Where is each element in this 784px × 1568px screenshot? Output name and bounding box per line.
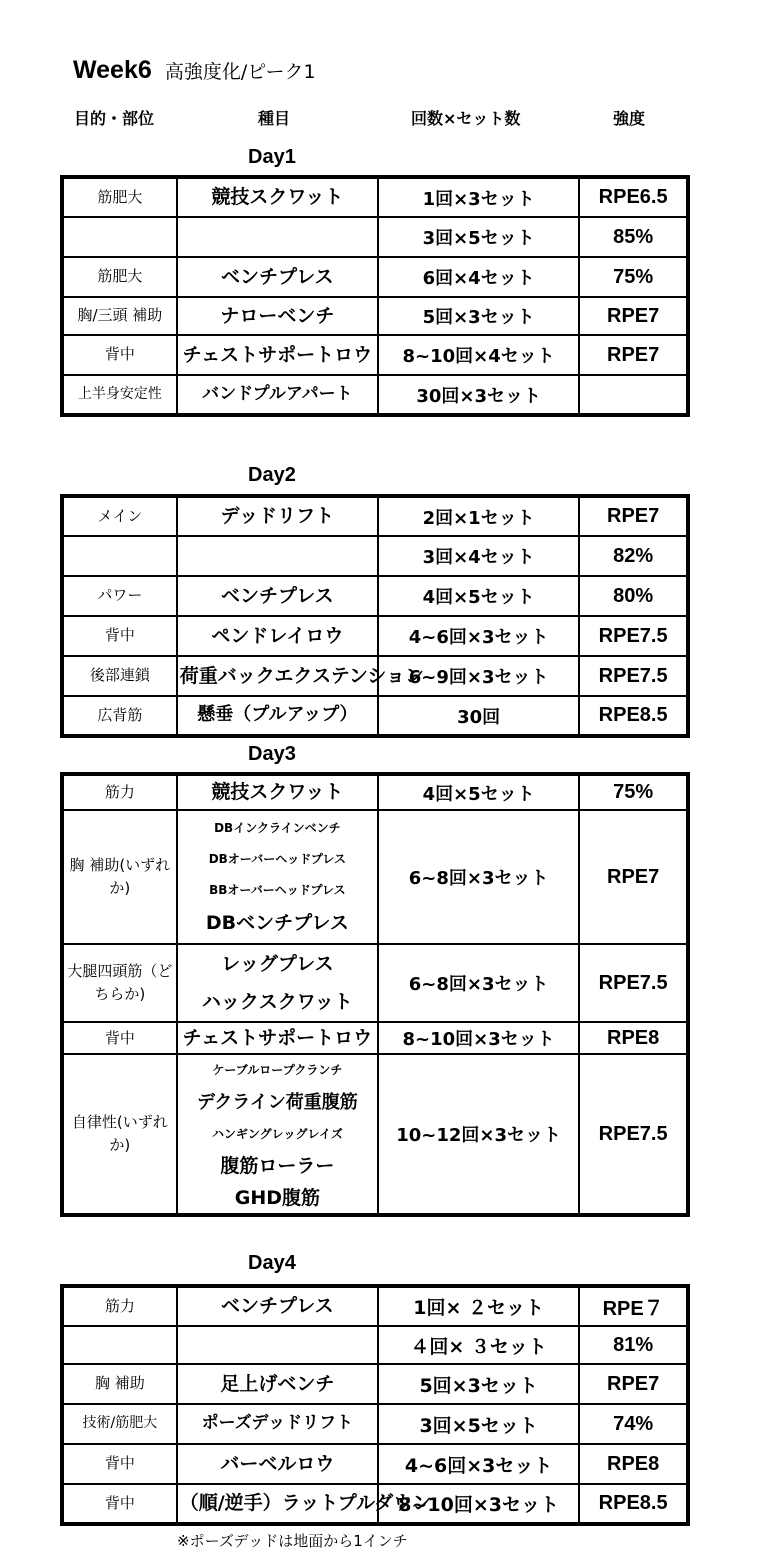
target-cell: 背中 bbox=[62, 1022, 177, 1054]
target-cell bbox=[62, 217, 177, 257]
exercise-option: ハックスクワット bbox=[201, 991, 353, 1013]
intensity-cell: RPE6.5 bbox=[579, 177, 688, 217]
target-cell: 筋力 bbox=[62, 1286, 177, 1326]
intensity-cell: RPE7 bbox=[579, 496, 688, 536]
exercise-cell: ナローベンチ bbox=[177, 297, 378, 335]
week-subtitle: 高強度化/ピーク1 bbox=[164, 61, 316, 83]
exercise-cell: 懸垂（プルアップ） bbox=[177, 696, 378, 736]
intensity-cell: RPE7 bbox=[579, 1364, 688, 1404]
exercise-cell: チェストサポートロウ bbox=[177, 1022, 378, 1054]
reps-cell: 3回×4セット bbox=[378, 536, 579, 576]
intensity-cell: 75% bbox=[579, 774, 688, 810]
exercise-cell: 競技スクワット bbox=[177, 774, 378, 810]
table-row bbox=[62, 1022, 688, 1054]
target-cell: 大腿四頭筋（どちらか) bbox=[62, 944, 177, 1022]
table-row bbox=[62, 616, 688, 656]
reps-cell: 1回× ２セット bbox=[378, 1286, 579, 1326]
page-title bbox=[73, 56, 316, 85]
reps-cell: 4~6回×3セット bbox=[378, 1444, 579, 1484]
target-cell: メイン bbox=[62, 496, 177, 536]
reps-cell: 30回×3セット bbox=[378, 375, 579, 415]
exercise-cell: バーベルロウ bbox=[177, 1444, 378, 1484]
exercise-cell bbox=[177, 944, 378, 1022]
exercise-cell bbox=[177, 217, 378, 257]
intensity-cell: 81% bbox=[579, 1326, 688, 1364]
intensity-cell: RPE7 bbox=[579, 335, 688, 375]
day3-label: Day3 bbox=[248, 743, 296, 765]
exercise-option: デクライン荷重腹筋 bbox=[196, 1092, 358, 1114]
intensity-cell: RPE7.5 bbox=[579, 944, 688, 1022]
intensity-cell: RPE8.5 bbox=[579, 696, 688, 736]
target-cell: 広背筋 bbox=[62, 696, 177, 736]
target-cell: 胸/三頭 補助 bbox=[62, 297, 177, 335]
exercise-cell: （順/逆手）ラットプルダウン bbox=[177, 1484, 378, 1524]
exercise-cell: 競技スクワット bbox=[177, 177, 378, 217]
exercise-cell: ベンチプレス bbox=[177, 576, 378, 616]
intensity-cell: RPE7.5 bbox=[579, 656, 688, 696]
reps-cell: 5回×3セット bbox=[378, 1364, 579, 1404]
reps-cell: 8~10回×3セット bbox=[378, 1022, 579, 1054]
table-row bbox=[62, 1484, 688, 1524]
exercise-cell: デッドリフト bbox=[177, 496, 378, 536]
day1-table bbox=[60, 175, 690, 417]
table-row bbox=[62, 257, 688, 297]
intensity-cell: RPE7.5 bbox=[579, 616, 688, 656]
day4-table bbox=[60, 1284, 690, 1526]
target-cell bbox=[62, 536, 177, 576]
target-cell: 背中 bbox=[62, 1444, 177, 1484]
target-cell: 筋力 bbox=[62, 774, 177, 810]
intensity-cell: RPE7.5 bbox=[579, 1054, 688, 1215]
exercise-cell: ベンチプレス bbox=[177, 257, 378, 297]
target-cell: 背中 bbox=[62, 335, 177, 375]
exercise-option: ケーブルロープクランチ bbox=[212, 1063, 343, 1078]
table-row bbox=[62, 1286, 688, 1326]
reps-cell: 4回×5セット bbox=[378, 774, 579, 810]
target-cell bbox=[62, 1326, 177, 1364]
reps-cell: 3回×5セット bbox=[378, 217, 579, 257]
reps-cell: 6~8回×3セット bbox=[378, 944, 579, 1022]
reps-cell: 2回×1セット bbox=[378, 496, 579, 536]
table-row bbox=[62, 1404, 688, 1444]
target-cell: 胸 補助 bbox=[62, 1364, 177, 1404]
reps-cell: 30回 bbox=[378, 696, 579, 736]
intensity-cell: RPE7 bbox=[579, 810, 688, 944]
table-row bbox=[62, 774, 688, 810]
day3-table bbox=[60, 772, 690, 1217]
day2-table bbox=[60, 494, 690, 738]
reps-cell: 10~12回×3セット bbox=[378, 1054, 579, 1215]
day2-label: Day2 bbox=[248, 464, 296, 486]
target-cell: 筋肥大 bbox=[62, 257, 177, 297]
table-row bbox=[62, 1444, 688, 1484]
reps-cell: ４回× ３セット bbox=[378, 1326, 579, 1364]
exercise-option: ハンギングレッグレイズ bbox=[211, 1127, 343, 1142]
table-row bbox=[62, 496, 688, 536]
table-row bbox=[62, 1054, 688, 1215]
intensity-cell bbox=[579, 375, 688, 415]
table-row bbox=[62, 656, 688, 696]
day1-label: Day1 bbox=[248, 146, 296, 168]
reps-cell: 3回×5セット bbox=[378, 1404, 579, 1444]
header-target: 目的・部位 bbox=[74, 109, 155, 128]
target-cell: パワー bbox=[62, 576, 177, 616]
exercise-option: DBベンチプレス bbox=[205, 912, 349, 934]
exercise-cell bbox=[177, 1054, 378, 1215]
exercise-cell bbox=[177, 810, 378, 944]
intensity-cell: 82% bbox=[579, 536, 688, 576]
target-cell: 上半身安定性 bbox=[62, 375, 177, 415]
day4-label: Day4 bbox=[248, 1252, 296, 1274]
exercise-cell: ベンチプレス bbox=[177, 1286, 378, 1326]
exercise-option: レッグプレス bbox=[221, 953, 334, 975]
table-row bbox=[62, 536, 688, 576]
intensity-cell: 75% bbox=[579, 257, 688, 297]
exercise-option: DBインクラインベンチ bbox=[214, 821, 341, 835]
table-row bbox=[62, 375, 688, 415]
reps-cell: 5回×3セット bbox=[378, 297, 579, 335]
target-cell: 背中 bbox=[62, 616, 177, 656]
table-row bbox=[62, 1364, 688, 1404]
target-cell: 背中 bbox=[62, 1484, 177, 1524]
reps-cell: 8~10回×4セット bbox=[378, 335, 579, 375]
exercise-cell: ポーズデッドリフト bbox=[177, 1404, 378, 1444]
target-cell: 後部連鎖 bbox=[62, 656, 177, 696]
reps-cell: 4~6回×3セット bbox=[378, 616, 579, 656]
footnote: ※ポーズデッドは地面から1インチ bbox=[177, 1532, 408, 1550]
exercise-cell: 荷重バックエクステンション bbox=[177, 656, 378, 696]
header-reps: 回数×セット数 bbox=[411, 109, 521, 128]
table-row bbox=[62, 217, 688, 257]
table-row bbox=[62, 177, 688, 217]
week-label: Week6 bbox=[73, 56, 152, 84]
table-row bbox=[62, 576, 688, 616]
reps-cell: 6~8回×3セット bbox=[378, 810, 579, 944]
exercise-option: BBオーバーヘッドプレス bbox=[209, 883, 346, 897]
exercise-option: DBオーバーヘッドプレス bbox=[208, 852, 347, 866]
target-cell: 技術/筋肥大 bbox=[62, 1404, 177, 1444]
table-row bbox=[62, 944, 688, 1022]
intensity-cell: RPE7 bbox=[579, 297, 688, 335]
exercise-option: 腹筋ローラー bbox=[220, 1155, 335, 1178]
reps-cell: 4回×5セット bbox=[378, 576, 579, 616]
reps-cell: 6~9回×3セット bbox=[378, 656, 579, 696]
intensity-cell: RPE8 bbox=[579, 1444, 688, 1484]
reps-cell: 1回×3セット bbox=[378, 177, 579, 217]
exercise-cell bbox=[177, 536, 378, 576]
table-row bbox=[62, 696, 688, 736]
target-cell: 筋肥大 bbox=[62, 177, 177, 217]
exercise-cell: チェストサポートロウ bbox=[177, 335, 378, 375]
exercise-cell: バンドプルアパート bbox=[177, 375, 378, 415]
reps-cell: 8~10回×3セット bbox=[378, 1484, 579, 1524]
reps-cell: 6回×4セット bbox=[378, 257, 579, 297]
exercise-option: GHD腹筋 bbox=[234, 1187, 320, 1210]
intensity-cell: RPE8 bbox=[579, 1022, 688, 1054]
exercise-cell bbox=[177, 1326, 378, 1364]
target-cell: 自律性(いずれか) bbox=[62, 1054, 177, 1215]
intensity-cell: 80% bbox=[579, 576, 688, 616]
table-row bbox=[62, 1326, 688, 1364]
table-row bbox=[62, 297, 688, 335]
intensity-cell: 74% bbox=[579, 1404, 688, 1444]
target-cell: 胸 補助(いずれか) bbox=[62, 810, 177, 944]
exercise-cell: 足上げベンチ bbox=[177, 1364, 378, 1404]
header-intensity: 強度 bbox=[613, 109, 646, 128]
intensity-cell: RPE７ bbox=[579, 1286, 688, 1326]
table-row bbox=[62, 810, 688, 944]
header-exercise: 種目 bbox=[258, 109, 291, 128]
table-row bbox=[62, 335, 688, 375]
intensity-cell: RPE8.5 bbox=[579, 1484, 688, 1524]
exercise-cell: ペンドレイロウ bbox=[177, 616, 378, 656]
intensity-cell: 85% bbox=[579, 217, 688, 257]
